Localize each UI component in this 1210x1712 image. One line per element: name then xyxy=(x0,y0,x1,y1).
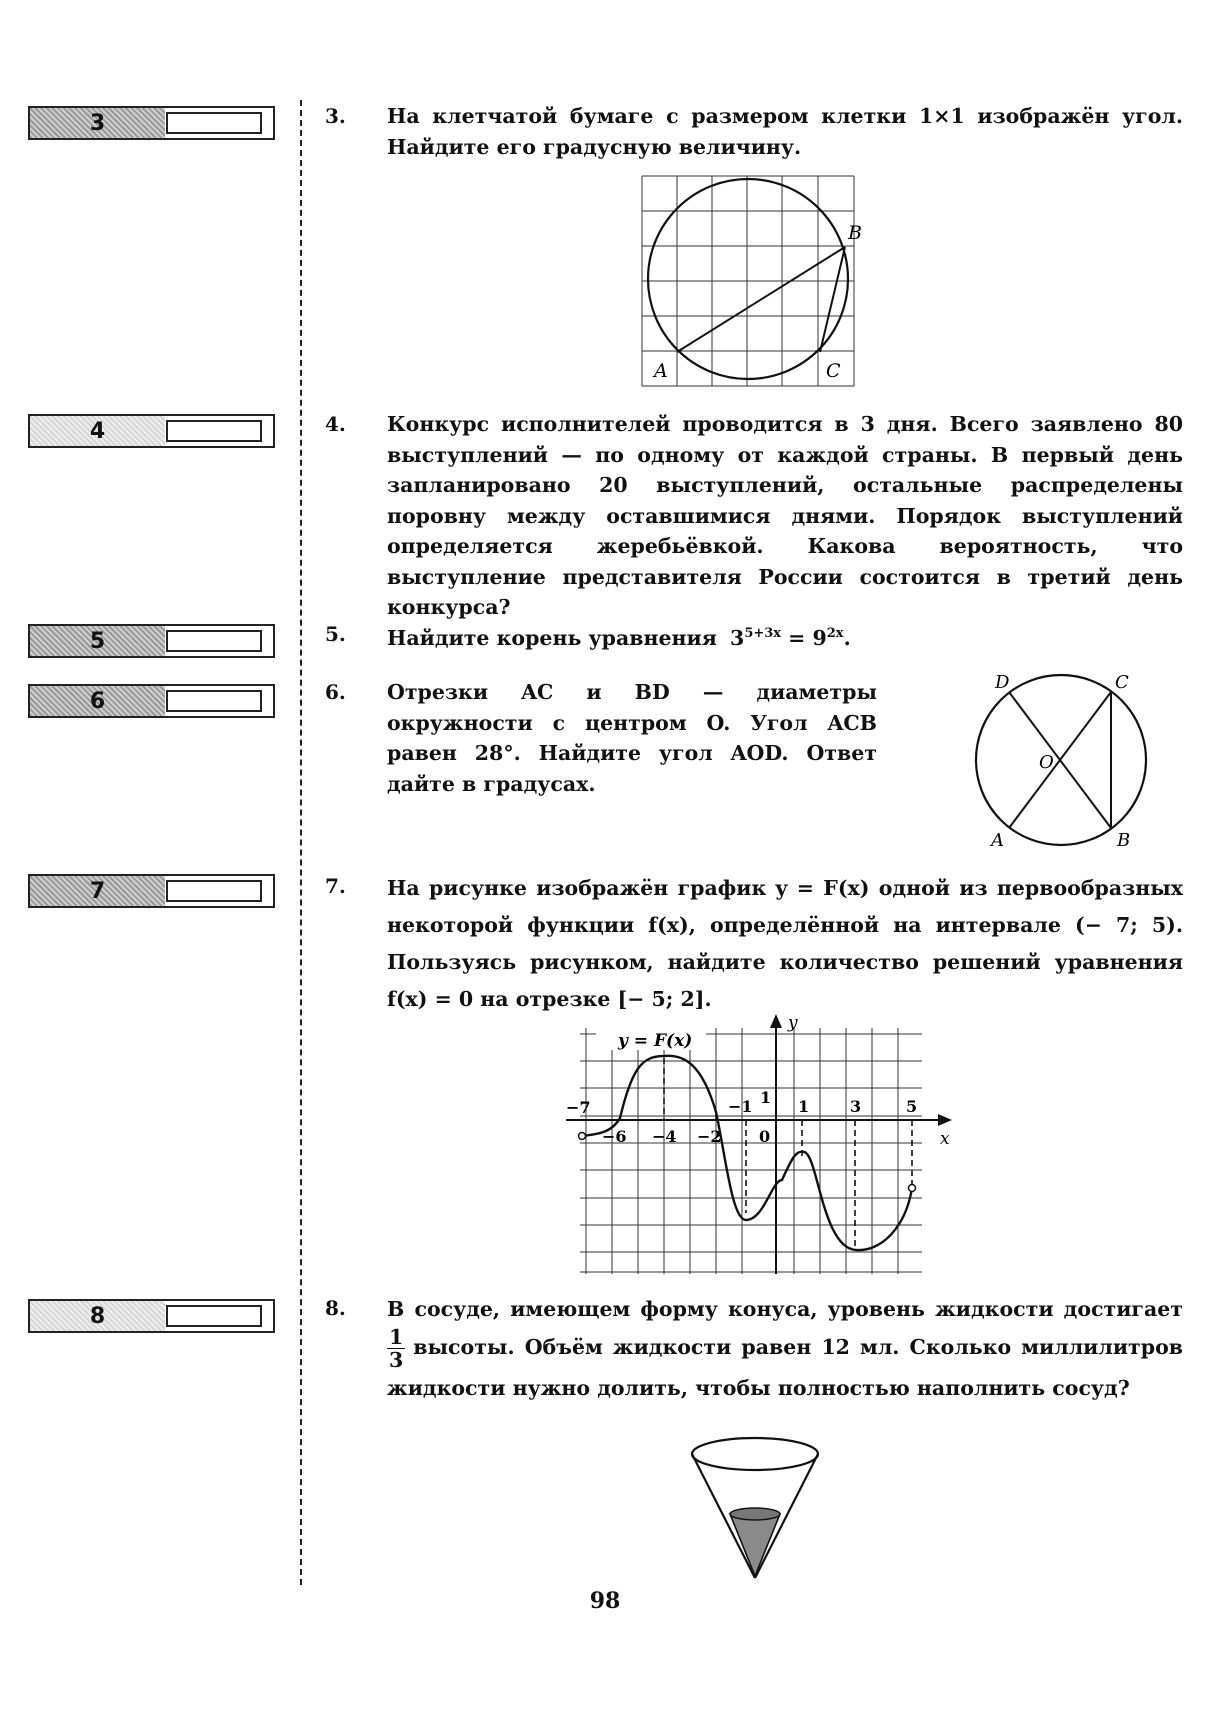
graph-title: y = F(x) xyxy=(618,1031,693,1051)
problem-7-number: 7. xyxy=(325,874,346,898)
answer-field[interactable] xyxy=(166,630,262,652)
answer-box-3[interactable] xyxy=(28,106,275,140)
tick-y1: 1 xyxy=(760,1088,772,1107)
equation-lead: Найдите корень уравнения xyxy=(387,625,717,650)
chord-bc xyxy=(820,247,845,352)
base-2: 9 xyxy=(812,625,827,650)
tick-p3: 3 xyxy=(850,1097,862,1116)
label-a: A xyxy=(991,830,1004,851)
tick-m4: −4 xyxy=(652,1127,677,1146)
answer-field[interactable] xyxy=(166,880,262,902)
label-c: C xyxy=(1115,672,1129,693)
page-number: 98 xyxy=(589,1588,621,1614)
answer-label: 3 xyxy=(30,108,165,138)
cone-rim xyxy=(692,1438,818,1470)
answer-label: 5 xyxy=(30,626,165,656)
period: . xyxy=(843,625,851,650)
open-endpoint-left xyxy=(579,1133,586,1140)
answer-label: 8 xyxy=(30,1301,165,1331)
answer-box-5[interactable] xyxy=(28,624,275,658)
equals: = xyxy=(781,625,813,650)
exponent-1: 5+3x xyxy=(744,626,782,641)
fraction-denominator: 3 xyxy=(389,1348,404,1372)
label-b: B xyxy=(1117,830,1131,851)
dashed-guides xyxy=(664,1058,912,1250)
y-arrow xyxy=(770,1014,782,1028)
problem-3-number: 3. xyxy=(325,104,346,128)
label-d: D xyxy=(995,672,1010,693)
problem-4-text: Конкурс исполнителей проводится в 3 дня. Всего заявлено 80 выступлений — по одному от каждой страны. В первый день запланировано 20 выступлений, остальные распределены поровну между оставшимися днями. Порядок выступлений определяется жеребьёвкой. Какова вероятность, что выступление представителя России состоится в третий день конкурса? xyxy=(387,412,1183,619)
fraction-numerator: 1 xyxy=(389,1325,404,1349)
x-arrow xyxy=(938,1114,952,1126)
answer-box-8[interactable] xyxy=(28,1299,275,1333)
function-curve xyxy=(582,1056,912,1250)
problem-5-text xyxy=(387,619,1183,653)
answer-field[interactable] xyxy=(166,1305,262,1327)
base-1: 3 xyxy=(730,625,745,650)
answer-box-4[interactable] xyxy=(28,414,275,448)
problem-8-number: 8. xyxy=(325,1296,346,1320)
fraction-one-third xyxy=(387,1326,405,1371)
cut-line xyxy=(300,100,302,1585)
problem-8-text-after: высоты. Объём жидкости равен 12 мл. Сколько миллилитров жидкости нужно долить, чтобы полностью наполнить сосуд? xyxy=(387,1335,1183,1400)
grid xyxy=(642,176,854,386)
answer-field[interactable] xyxy=(166,690,262,712)
y-axis-label: y xyxy=(788,1013,798,1033)
problem-5-number: 5. xyxy=(325,622,346,646)
tick-p5: 5 xyxy=(906,1097,918,1116)
problem-8-text-before: В сосуде, имеющем форму конуса, уровень жидкости достигает xyxy=(387,1297,1183,1321)
tick-m2: −2 xyxy=(697,1127,722,1146)
tick-m1: −1 xyxy=(728,1097,753,1116)
problem-7-graph xyxy=(560,1008,960,1276)
open-endpoint-right xyxy=(909,1185,916,1192)
problem-6-text: Отрезки AC и BD — диаметры окружности с центром O. Угол ACB равен 28°. Найдите угол AOD. Ответ дайте в градусах. xyxy=(387,680,877,796)
problem-8-text xyxy=(387,1292,1183,1405)
problem-7-text: На рисунке изображён график y = F(x) одной из первообразных некоторой функции f(x), определённой на интервале (− 7; 5). Пользуясь рисунком, найдите количество решений уравнения f(x) = 0 на отрезке [− 5; 2]. xyxy=(387,876,1183,1011)
cone-figure xyxy=(690,1436,830,1582)
answer-label: 4 xyxy=(30,416,165,446)
tick-zero: 0 xyxy=(759,1127,771,1146)
graph-grid xyxy=(580,1028,922,1274)
answer-field[interactable] xyxy=(166,420,262,442)
answer-field[interactable] xyxy=(166,112,262,134)
label-a: A xyxy=(654,360,668,382)
answer-label: 7 xyxy=(30,876,165,906)
x-axis-label: x xyxy=(940,1129,950,1149)
problem-4-number: 4. xyxy=(325,412,346,436)
chord-ab xyxy=(677,247,845,352)
answer-box-7[interactable] xyxy=(28,874,275,908)
liquid-surface xyxy=(730,1508,780,1520)
label-c: C xyxy=(826,360,841,382)
answer-label: 6 xyxy=(30,686,165,716)
tick-p1: 1 xyxy=(798,1097,810,1116)
problem-6-number: 6. xyxy=(325,680,346,704)
problem-3-text: На клетчатой бумаге с размером клетки 1×1 изображён угол. Найдите его градусную величину. xyxy=(387,104,1183,159)
equation xyxy=(730,626,851,650)
problem-6-figure xyxy=(965,668,1155,858)
label-b: B xyxy=(848,222,862,244)
tick-m6: −6 xyxy=(602,1127,627,1146)
label-o: O xyxy=(1039,752,1054,773)
exponent-2: 2x xyxy=(826,626,844,641)
tick-m7: −7 xyxy=(566,1098,591,1117)
problem-3-figure xyxy=(640,172,870,390)
answer-box-6[interactable] xyxy=(28,684,275,718)
